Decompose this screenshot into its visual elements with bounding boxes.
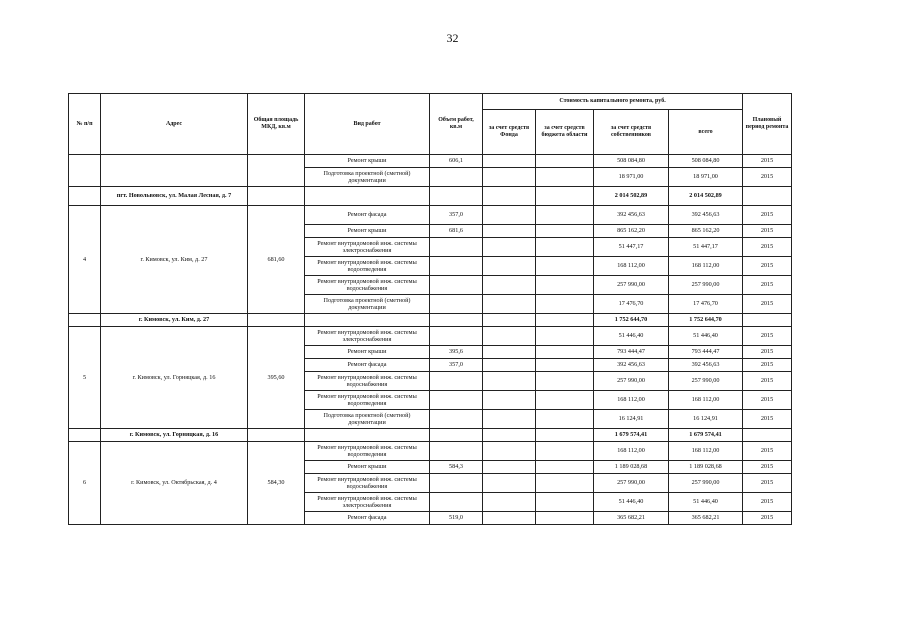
volume: 584,3	[430, 461, 483, 474]
row-number: 5	[69, 327, 101, 429]
col-total: всего	[669, 110, 743, 155]
col-num: № п/п	[69, 94, 101, 155]
total-cost: 257 990,00	[669, 372, 743, 391]
total-cost: 168 112,00	[669, 442, 743, 461]
col-work: Вид работ	[305, 94, 430, 155]
period: 2015	[743, 461, 792, 474]
period: 2015	[743, 512, 792, 525]
volume: 357,0	[430, 359, 483, 372]
col-cost-group: Стоимость капитального ремонта, руб.	[483, 94, 743, 110]
subtotal-address: пгт. Новольвовск, ул. Малая Лесная, д. 7	[101, 187, 248, 206]
subtotal-row	[69, 314, 792, 327]
owners-cost: 51 446,40	[594, 327, 669, 346]
work-type: Ремонт внутридомовой инж. системы электроснабжения	[305, 327, 430, 346]
owners-cost: 168 112,00	[594, 257, 669, 276]
owners-cost: 16 124,91	[594, 410, 669, 429]
period: 2015	[743, 206, 792, 225]
owners-cost: 168 112,00	[594, 442, 669, 461]
subtotal-address: г. Кимовск, ул. Горняцкая, д. 16	[101, 429, 248, 442]
owners-cost: 51 446,40	[594, 493, 669, 512]
volume: 519,0	[430, 512, 483, 525]
work-type: Ремонт крыши	[305, 346, 430, 359]
capital-repair-table	[68, 93, 792, 525]
work-type: Ремонт крыши	[305, 461, 430, 474]
col-period: Плановый период ремонта	[743, 94, 792, 155]
work-type: Ремонт фасада	[305, 359, 430, 372]
total-cost: 793 444,47	[669, 346, 743, 359]
page-number: 32	[446, 31, 459, 45]
col-volume: Объем работ, кв.м	[430, 94, 483, 155]
period: 2015	[743, 168, 792, 187]
total-cost: 18 971,00	[669, 168, 743, 187]
owners-cost: 257 990,00	[594, 276, 669, 295]
subtotal-owners: 1 679 574,41	[594, 429, 669, 442]
work-type: Ремонт внутридомовой инж. системы электроснабжения	[305, 493, 430, 512]
period: 2015	[743, 410, 792, 429]
table-row	[69, 155, 792, 168]
subtotal-total: 1 752 644,70	[669, 314, 743, 327]
subtotal-owners: 2 014 502,89	[594, 187, 669, 206]
total-cost: 1 189 028,68	[669, 461, 743, 474]
work-type: Ремонт внутридомовой инж. системы водоснабжения	[305, 276, 430, 295]
building-area: 584,30	[248, 442, 305, 525]
table-row	[69, 206, 792, 225]
subtotal-total: 1 679 574,41	[669, 429, 743, 442]
period: 2015	[743, 295, 792, 314]
period: 2015	[743, 257, 792, 276]
owners-cost: 865 162,20	[594, 225, 669, 238]
work-type: Ремонт внутридомовой инж. системы водоотведения	[305, 442, 430, 461]
building-area: 395,60	[248, 327, 305, 429]
work-type: Ремонт внутридомовой инж. системы водоснабжения	[305, 372, 430, 391]
period: 2015	[743, 493, 792, 512]
building-address: г. Кимовск, ул. Ким, д. 27	[101, 206, 248, 314]
work-type: Ремонт фасада	[305, 206, 430, 225]
volume: 357,0	[430, 206, 483, 225]
total-cost: 865 162,20	[669, 225, 743, 238]
total-cost: 51 447,17	[669, 238, 743, 257]
owners-cost: 168 112,00	[594, 391, 669, 410]
row-number: 4	[69, 206, 101, 314]
work-type: Ремонт внутридомовой инж. системы водоснабжения	[305, 474, 430, 493]
work-type: Ремонт фасада	[305, 512, 430, 525]
total-cost: 257 990,00	[669, 474, 743, 493]
total-cost: 392 456,63	[669, 359, 743, 372]
volume: 606,1	[430, 155, 483, 168]
col-owners: за счет средств собственников	[594, 110, 669, 155]
total-cost: 365 682,21	[669, 512, 743, 525]
owners-cost: 17 476,70	[594, 295, 669, 314]
total-cost: 168 112,00	[669, 391, 743, 410]
subtotal-owners: 1 752 644,70	[594, 314, 669, 327]
owners-cost: 392 456,63	[594, 359, 669, 372]
subtotal-row	[69, 429, 792, 442]
work-type: Подготовка проектной (сметной) документации	[305, 295, 430, 314]
work-type: Ремонт крыши	[305, 155, 430, 168]
period: 2015	[743, 155, 792, 168]
owners-cost: 365 682,21	[594, 512, 669, 525]
table-row	[69, 327, 792, 346]
total-cost: 257 990,00	[669, 276, 743, 295]
period: 2015	[743, 276, 792, 295]
period: 2015	[743, 391, 792, 410]
period: 2015	[743, 225, 792, 238]
volume: 395,6	[430, 346, 483, 359]
period: 2015	[743, 359, 792, 372]
building-address: г. Кимовск, ул. Октябрьская, д. 4	[101, 442, 248, 525]
total-cost: 51 446,40	[669, 493, 743, 512]
col-fund: за счет средств Фонда	[483, 110, 536, 155]
work-type: Ремонт крыши	[305, 225, 430, 238]
subtotal-address: г. Кимовск, ул. Ким, д. 27	[101, 314, 248, 327]
period: 2015	[743, 442, 792, 461]
work-type: Подготовка проектной (сметной) документации	[305, 168, 430, 187]
col-area: Общая площадь МКД, кв.м	[248, 94, 305, 155]
period: 2015	[743, 327, 792, 346]
subtotal-row	[69, 187, 792, 206]
period: 2015	[743, 474, 792, 493]
owners-cost: 257 990,00	[594, 372, 669, 391]
total-cost: 392 456,63	[669, 206, 743, 225]
row-number: 6	[69, 442, 101, 525]
subtotal-total: 2 014 502,89	[669, 187, 743, 206]
owners-cost: 51 447,17	[594, 238, 669, 257]
total-cost: 168 112,00	[669, 257, 743, 276]
table-header	[69, 94, 792, 155]
total-cost: 51 446,40	[669, 327, 743, 346]
work-type: Ремонт внутридомовой инж. системы водоотведения	[305, 257, 430, 276]
col-region: за счет средств бюджета области	[536, 110, 594, 155]
building-area: 681,60	[248, 206, 305, 314]
owners-cost: 18 971,00	[594, 168, 669, 187]
total-cost: 17 476,70	[669, 295, 743, 314]
total-cost: 16 124,91	[669, 410, 743, 429]
owners-cost: 392 456,63	[594, 206, 669, 225]
work-type: Ремонт внутридомовой инж. системы электроснабжения	[305, 238, 430, 257]
work-type: Ремонт внутридомовой инж. системы водоотведения	[305, 391, 430, 410]
owners-cost: 793 444,47	[594, 346, 669, 359]
table-row	[69, 442, 792, 461]
volume: 681,6	[430, 225, 483, 238]
owners-cost: 1 189 028,68	[594, 461, 669, 474]
building-address: г. Кимовск, ул. Горняцкая, д. 16	[101, 327, 248, 429]
col-address: Адрес	[101, 94, 248, 155]
period: 2015	[743, 238, 792, 257]
owners-cost: 508 084,80	[594, 155, 669, 168]
period: 2015	[743, 372, 792, 391]
period: 2015	[743, 346, 792, 359]
owners-cost: 257 990,00	[594, 474, 669, 493]
total-cost: 508 084,80	[669, 155, 743, 168]
work-type: Подготовка проектной (сметной) документации	[305, 410, 430, 429]
